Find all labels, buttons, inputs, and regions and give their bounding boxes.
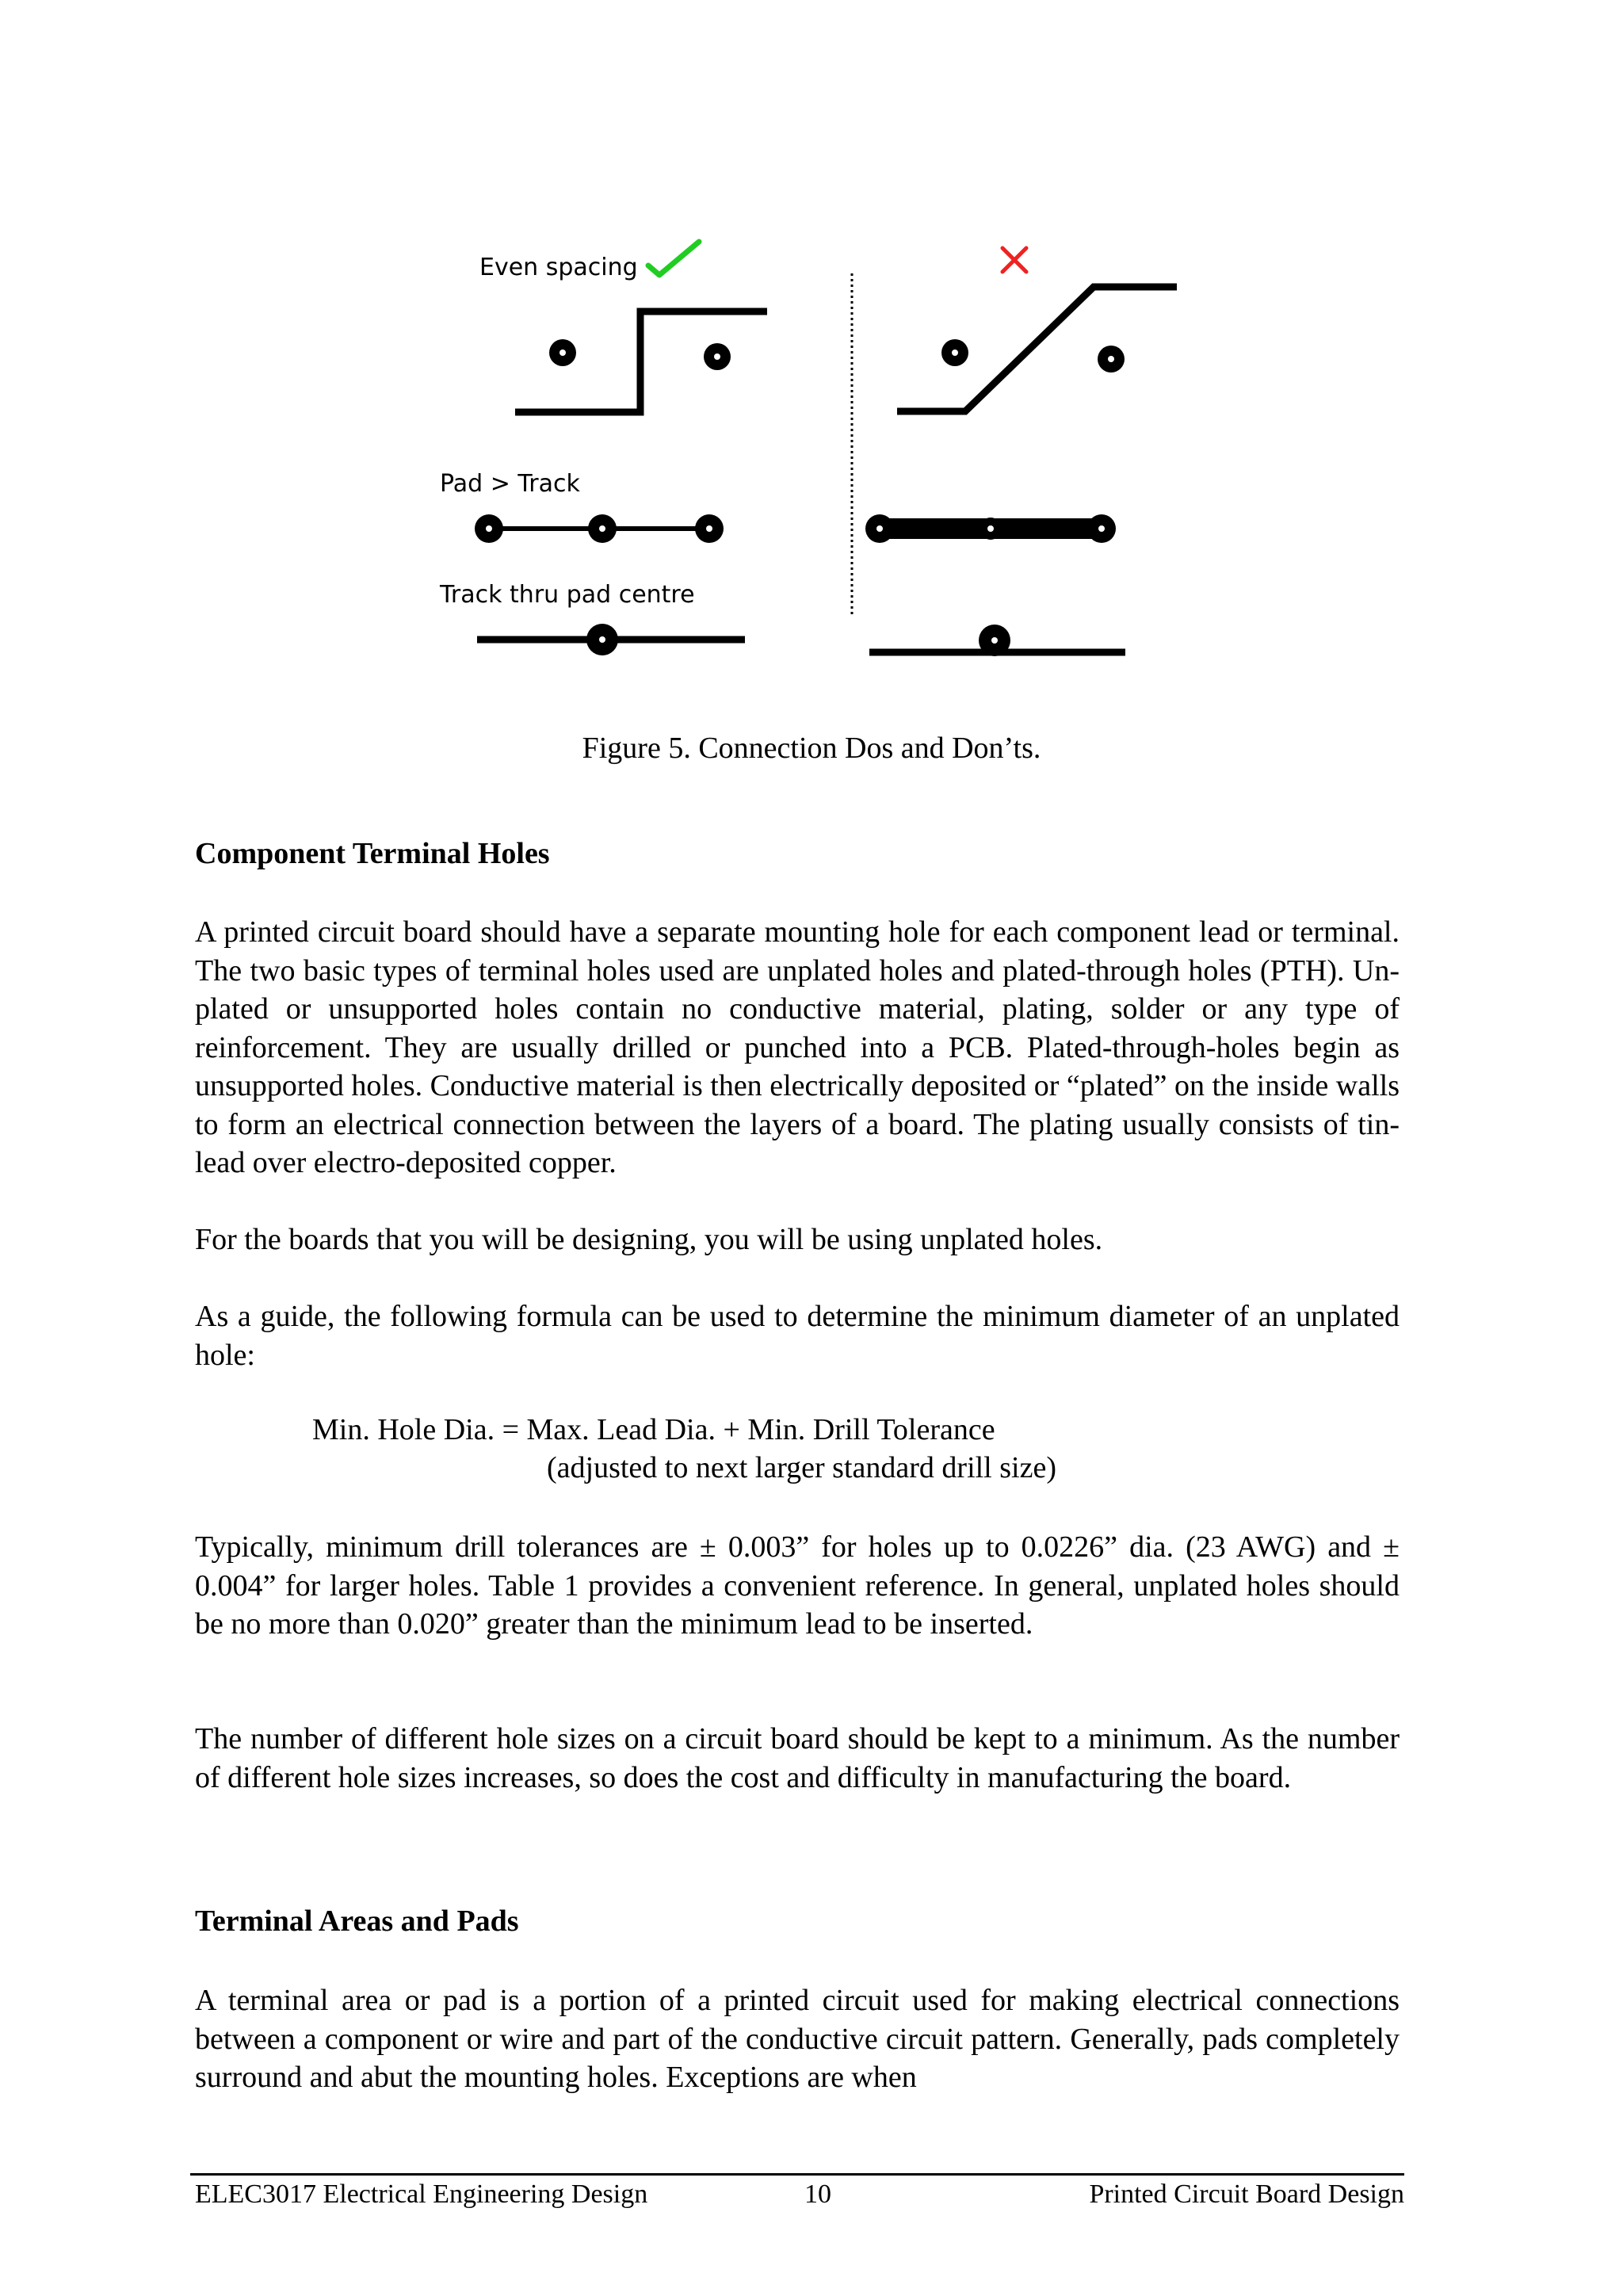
connection-diagram [412, 226, 1205, 678]
good-pad-track [475, 514, 724, 543]
paragraph-hole-sizes: The number of different hole sizes on a circuit board should be kept to a minimum. As the number of different hole sizes increases, so does the cost and difficulty in manufacturing the board. [195, 1722, 1400, 1794]
paragraph-unplated: For the boards that you will be designing, you will be using unplated holes. [195, 1223, 1103, 1256]
bad-track-thru [869, 625, 1125, 656]
formula-line-2: (adjusted to next larger standard drill size) [547, 1451, 1056, 1484]
footer-title: Printed Circuit Board Design [1089, 2179, 1404, 2209]
label-track-thru: Track thru pad centre [440, 581, 695, 609]
footer-course: ELEC3017 Electrical Engineering Design [195, 2179, 648, 2209]
figure-caption: Figure 5. Connection Dos and Don’ts. [582, 732, 1041, 765]
good-even-spacing [515, 311, 767, 412]
footer-page-number: 10 [804, 2179, 831, 2209]
section-heading-terminal-areas: Terminal Areas and Pads [195, 1904, 519, 1938]
check-icon [648, 242, 699, 275]
formula-line-1: Min. Hole Dia. = Max. Lead Dia. + Min. Drill Tolerance [312, 1413, 995, 1446]
connection-figure [412, 226, 1205, 678]
good-track-thru [477, 624, 745, 655]
paragraph-holes-intro: A printed circuit board should have a separate mounting hole for each component lead or terminal. The two basic types of terminal holes used are unplated holes and plated-through holes (PTH). Un-plated or unsupported holes contain no conductive material, plating, solder or any type of reinforcement. They are usually drilled or punched into a PCB. Plated-through-holes begin as unsupported holes. Conductive material is then electrically deposited or “plated” on the inside walls to form an electrical connection between the layers of a board. The plating usually consists of tin-lead over electro-deposited copper. [195, 915, 1400, 1179]
bad-uneven-spacing [897, 287, 1177, 411]
formula-block [312, 1411, 1056, 1487]
section-heading-terminal-holes: Component Terminal Holes [195, 837, 550, 870]
cross-icon [1002, 248, 1026, 272]
label-pad-track: Pad > Track [440, 470, 580, 498]
label-even-spacing: Even spacing [479, 254, 638, 281]
paragraph-tolerances: Typically, minimum drill tolerances are ± 0.003” for holes up to 0.0226” dia. (23 AWG) and ± 0.004” for larger holes. Table 1 provides a convenient reference. In general, unplated holes should be no more than 0.020” greater than the minimum lead to be inserted. [195, 1530, 1400, 1641]
bad-pad-track [865, 514, 1116, 543]
paragraph-pads: A terminal area or pad is a portion of a printed circuit used for making electrical connections between a component or wire and part of the conductive circuit pattern. Generally, pads completely surround and abut the mounting holes. Exceptions are when [195, 1984, 1400, 2094]
paragraph-formula-intro: As a guide, the following formula can be used to determine the minimum diameter of an unplated hole: [195, 1300, 1400, 1372]
footer-rule [190, 2173, 1404, 2176]
